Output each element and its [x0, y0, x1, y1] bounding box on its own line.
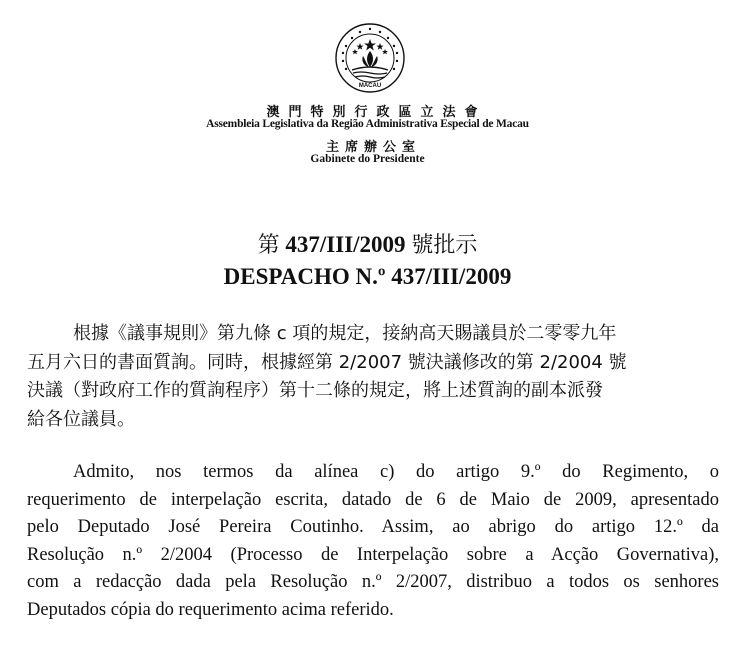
emblem-label: MACAU [358, 83, 382, 89]
title-zh-prefix: 第 [257, 233, 280, 258]
paragraph-portuguese-line: requerimento de interpelação escrita, datado de 6 de Maio de 2009, apresentado [27, 489, 719, 510]
paragraph-portuguese-line: com a redacção dada pela Resolução n.º 2/2007, distribuo a todos os senhores [27, 572, 719, 592]
dispatch-title-chinese [0, 228, 735, 259]
macau-emblem-icon [334, 22, 406, 94]
paragraph-chinese-line: 決議（對政府工作的質詢程序）第十二條的規定，將上述質詢的副本派發 [27, 380, 603, 401]
paragraph-chinese-line: 五月六日的書面質詢。同時，根據經第 2/2007 號決議修改的第 2/2004 號 [27, 351, 627, 373]
paragraph-chinese [27, 320, 713, 434]
paragraph-portuguese-line: Admito, nos termos da alínea c) do artigo 9.º do Regimento, o [73, 462, 719, 482]
paragraph-portuguese-line: Resolução n.º 2/2004 (Processo de Interpelação sobre a Acção Governativa), [27, 544, 719, 565]
dispatch-title-portuguese: DESPACHO N.º 437/III/2009 [223, 264, 512, 289]
office-name-portuguese: Gabinete do Presidente [310, 153, 425, 165]
paragraph-portuguese-line: pelo Deputado José Pereira Coutinho. Assim, ao abrigo do artigo 12.º da [27, 517, 719, 537]
paragraph-portuguese [27, 459, 719, 624]
title-zh-suffix: 號批示 [411, 233, 478, 258]
title-number: 437/III/2009 [279, 232, 412, 257]
paragraph-portuguese-line: Deputados cópia do requerimento acima referido. [27, 599, 394, 620]
institution-name-portuguese: Assembleia Legislativa da Região Administrativa Especial de Macau [206, 118, 529, 130]
paragraph-chinese-line: 給各位議員。 [27, 408, 135, 430]
paragraph-chinese-line: 根據《議事規則》第九條 c 項的規定，接納高天賜議員於二零零九年 [73, 323, 617, 344]
institution-name-chinese: 澳門特別行政區立法會 [266, 105, 487, 120]
office-name-chinese: 主席辦公室 [325, 140, 421, 155]
